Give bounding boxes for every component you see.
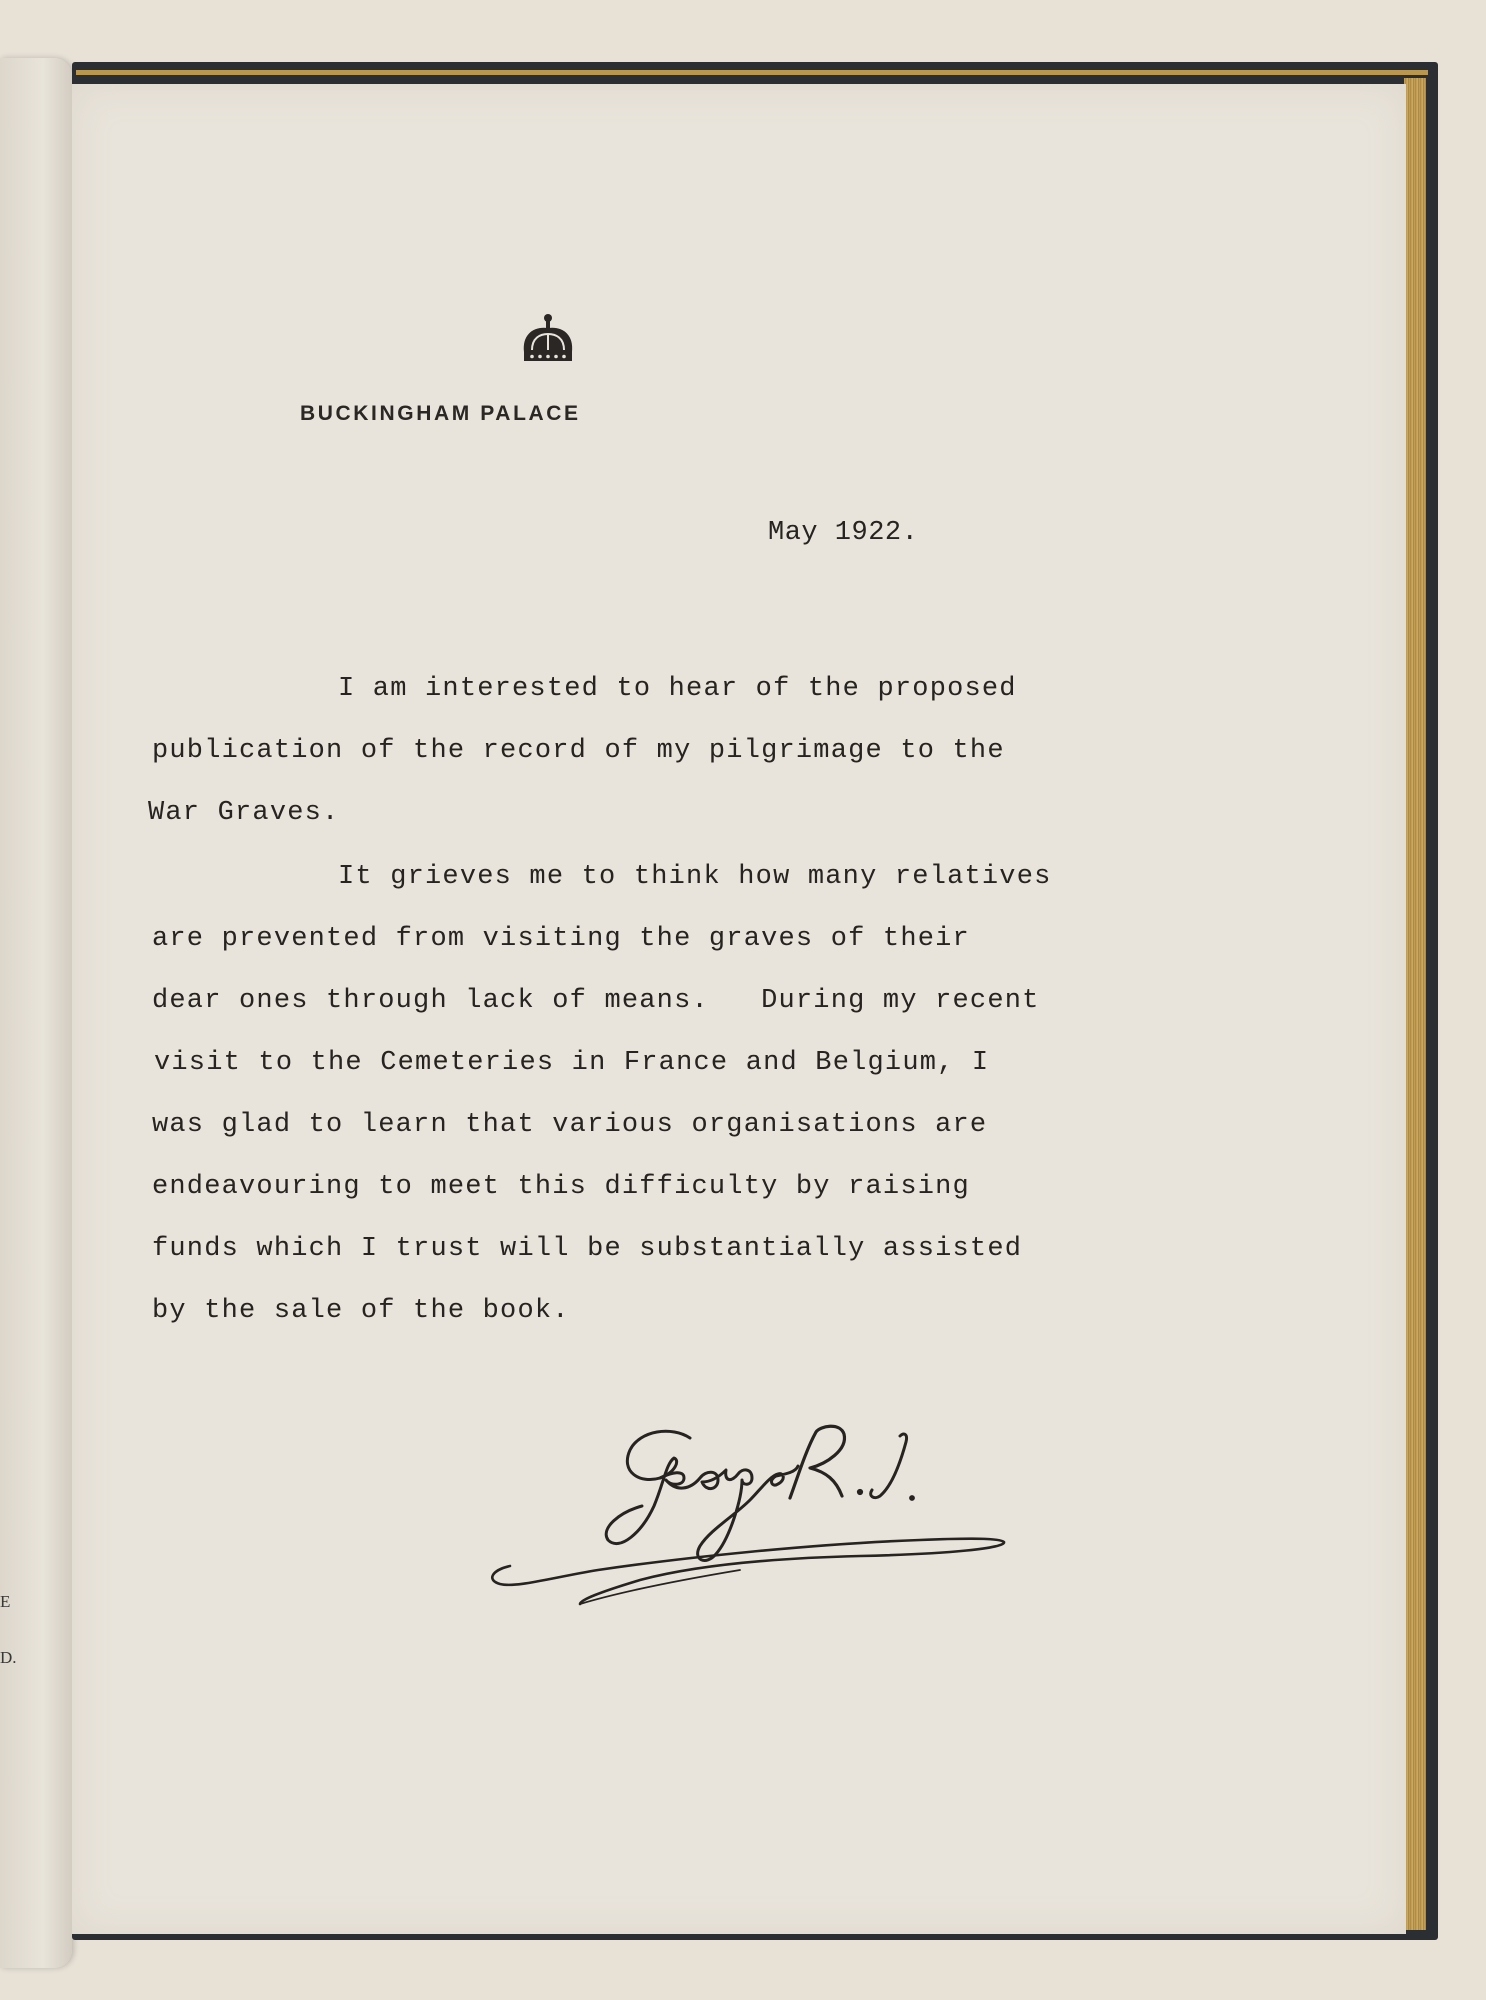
letter-line-6: dear ones through lack of means. During my recent (152, 986, 1040, 1016)
letter-line-8: was glad to learn that various organisations are (152, 1110, 988, 1140)
letter-line-1: I am interested to hear of the proposed (338, 674, 1017, 704)
facing-page-fragment-1: E (0, 1592, 11, 1611)
letter-date: May 1922. (768, 518, 919, 548)
signature-george-ri (480, 1420, 1040, 1640)
gilt-page-edges (1404, 78, 1426, 1930)
crown-icon (518, 312, 578, 370)
letter-line-9: endeavouring to meet this difficulty by raising (152, 1172, 970, 1202)
letter-line-7: visit to the Cemeteries in France and Belgium, I (154, 1048, 990, 1078)
letter-line-5: are prevented from visiting the graves of their (152, 924, 970, 954)
facing-page-fragment-2: D. (0, 1648, 17, 1667)
letter-line-10: funds which I trust will be substantially assisted (152, 1234, 1023, 1264)
facing-page (0, 58, 72, 1968)
letter-line-2: publication of the record of my pilgrimage to the (152, 736, 1005, 766)
letter-line-11: by the sale of the book. (152, 1296, 570, 1326)
gilt-edge-top (76, 70, 1428, 75)
letterhead-title: BUCKINGHAM PALACE (300, 402, 581, 425)
letter-line-3: War Graves. (148, 798, 340, 828)
letter-line-4: It grieves me to think how many relatives (338, 862, 1052, 892)
